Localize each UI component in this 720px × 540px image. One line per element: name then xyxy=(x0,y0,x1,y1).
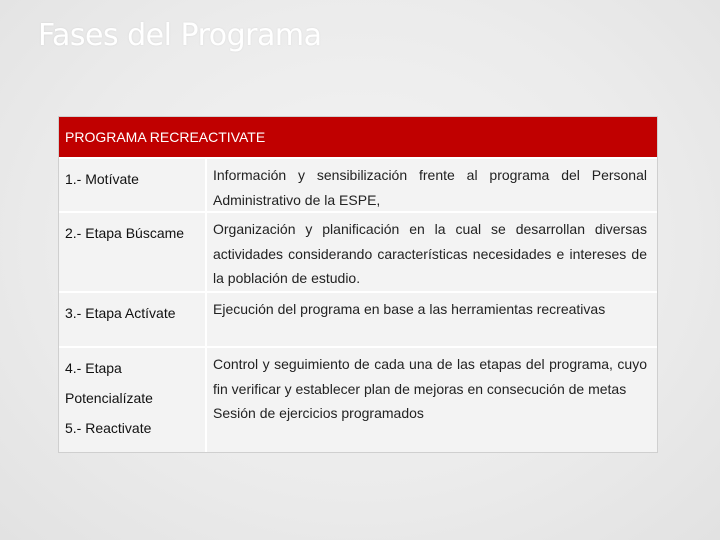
phase-label-cell xyxy=(59,159,207,211)
phase-label-cell xyxy=(59,293,207,346)
phase-label: Potencialízate xyxy=(65,390,153,406)
phase-description-cell xyxy=(207,213,657,291)
phase-description: Ejecución del programa en base a las herramientas recreativas xyxy=(213,301,606,317)
table-row xyxy=(59,159,657,213)
phase-description: Información y sensibilización frente al programa del Personal Administrativo de la ESPE, xyxy=(213,167,647,208)
phase-description: Organización y planificación en la cual se desarrollan diversas actividades considerando características necesidades e intereses de la población de estudio. xyxy=(213,221,647,286)
phase-description: Control y seguimiento de cada una de las etapas del programa, cuyo fin verificar y establecer plan de mejoras en consecución de metas xyxy=(213,356,647,397)
phase-description-cell xyxy=(207,348,657,452)
phase-description: Sesión de ejercicios programados xyxy=(213,405,424,421)
slide-title: Fases del Programa xyxy=(38,18,322,53)
phase-description-cell xyxy=(207,159,657,211)
phase-description-cell xyxy=(207,293,657,346)
phase-label: 3.- Etapa Actívate xyxy=(65,305,176,321)
program-phases-table xyxy=(58,116,658,453)
table-row xyxy=(59,213,657,293)
phase-label: 5.- Reactivate xyxy=(65,420,152,436)
table-row xyxy=(59,348,657,452)
phase-label: 1.- Motívate xyxy=(65,171,139,187)
phase-label-cell xyxy=(59,348,207,452)
phase-label: 2.- Etapa Búscame xyxy=(65,225,185,241)
phase-label-cell xyxy=(59,213,207,291)
phase-label: 4.- Etapa xyxy=(65,360,122,376)
table-row xyxy=(59,293,657,348)
table-header: PROGRAMA RECREACTIVATE xyxy=(59,117,657,159)
